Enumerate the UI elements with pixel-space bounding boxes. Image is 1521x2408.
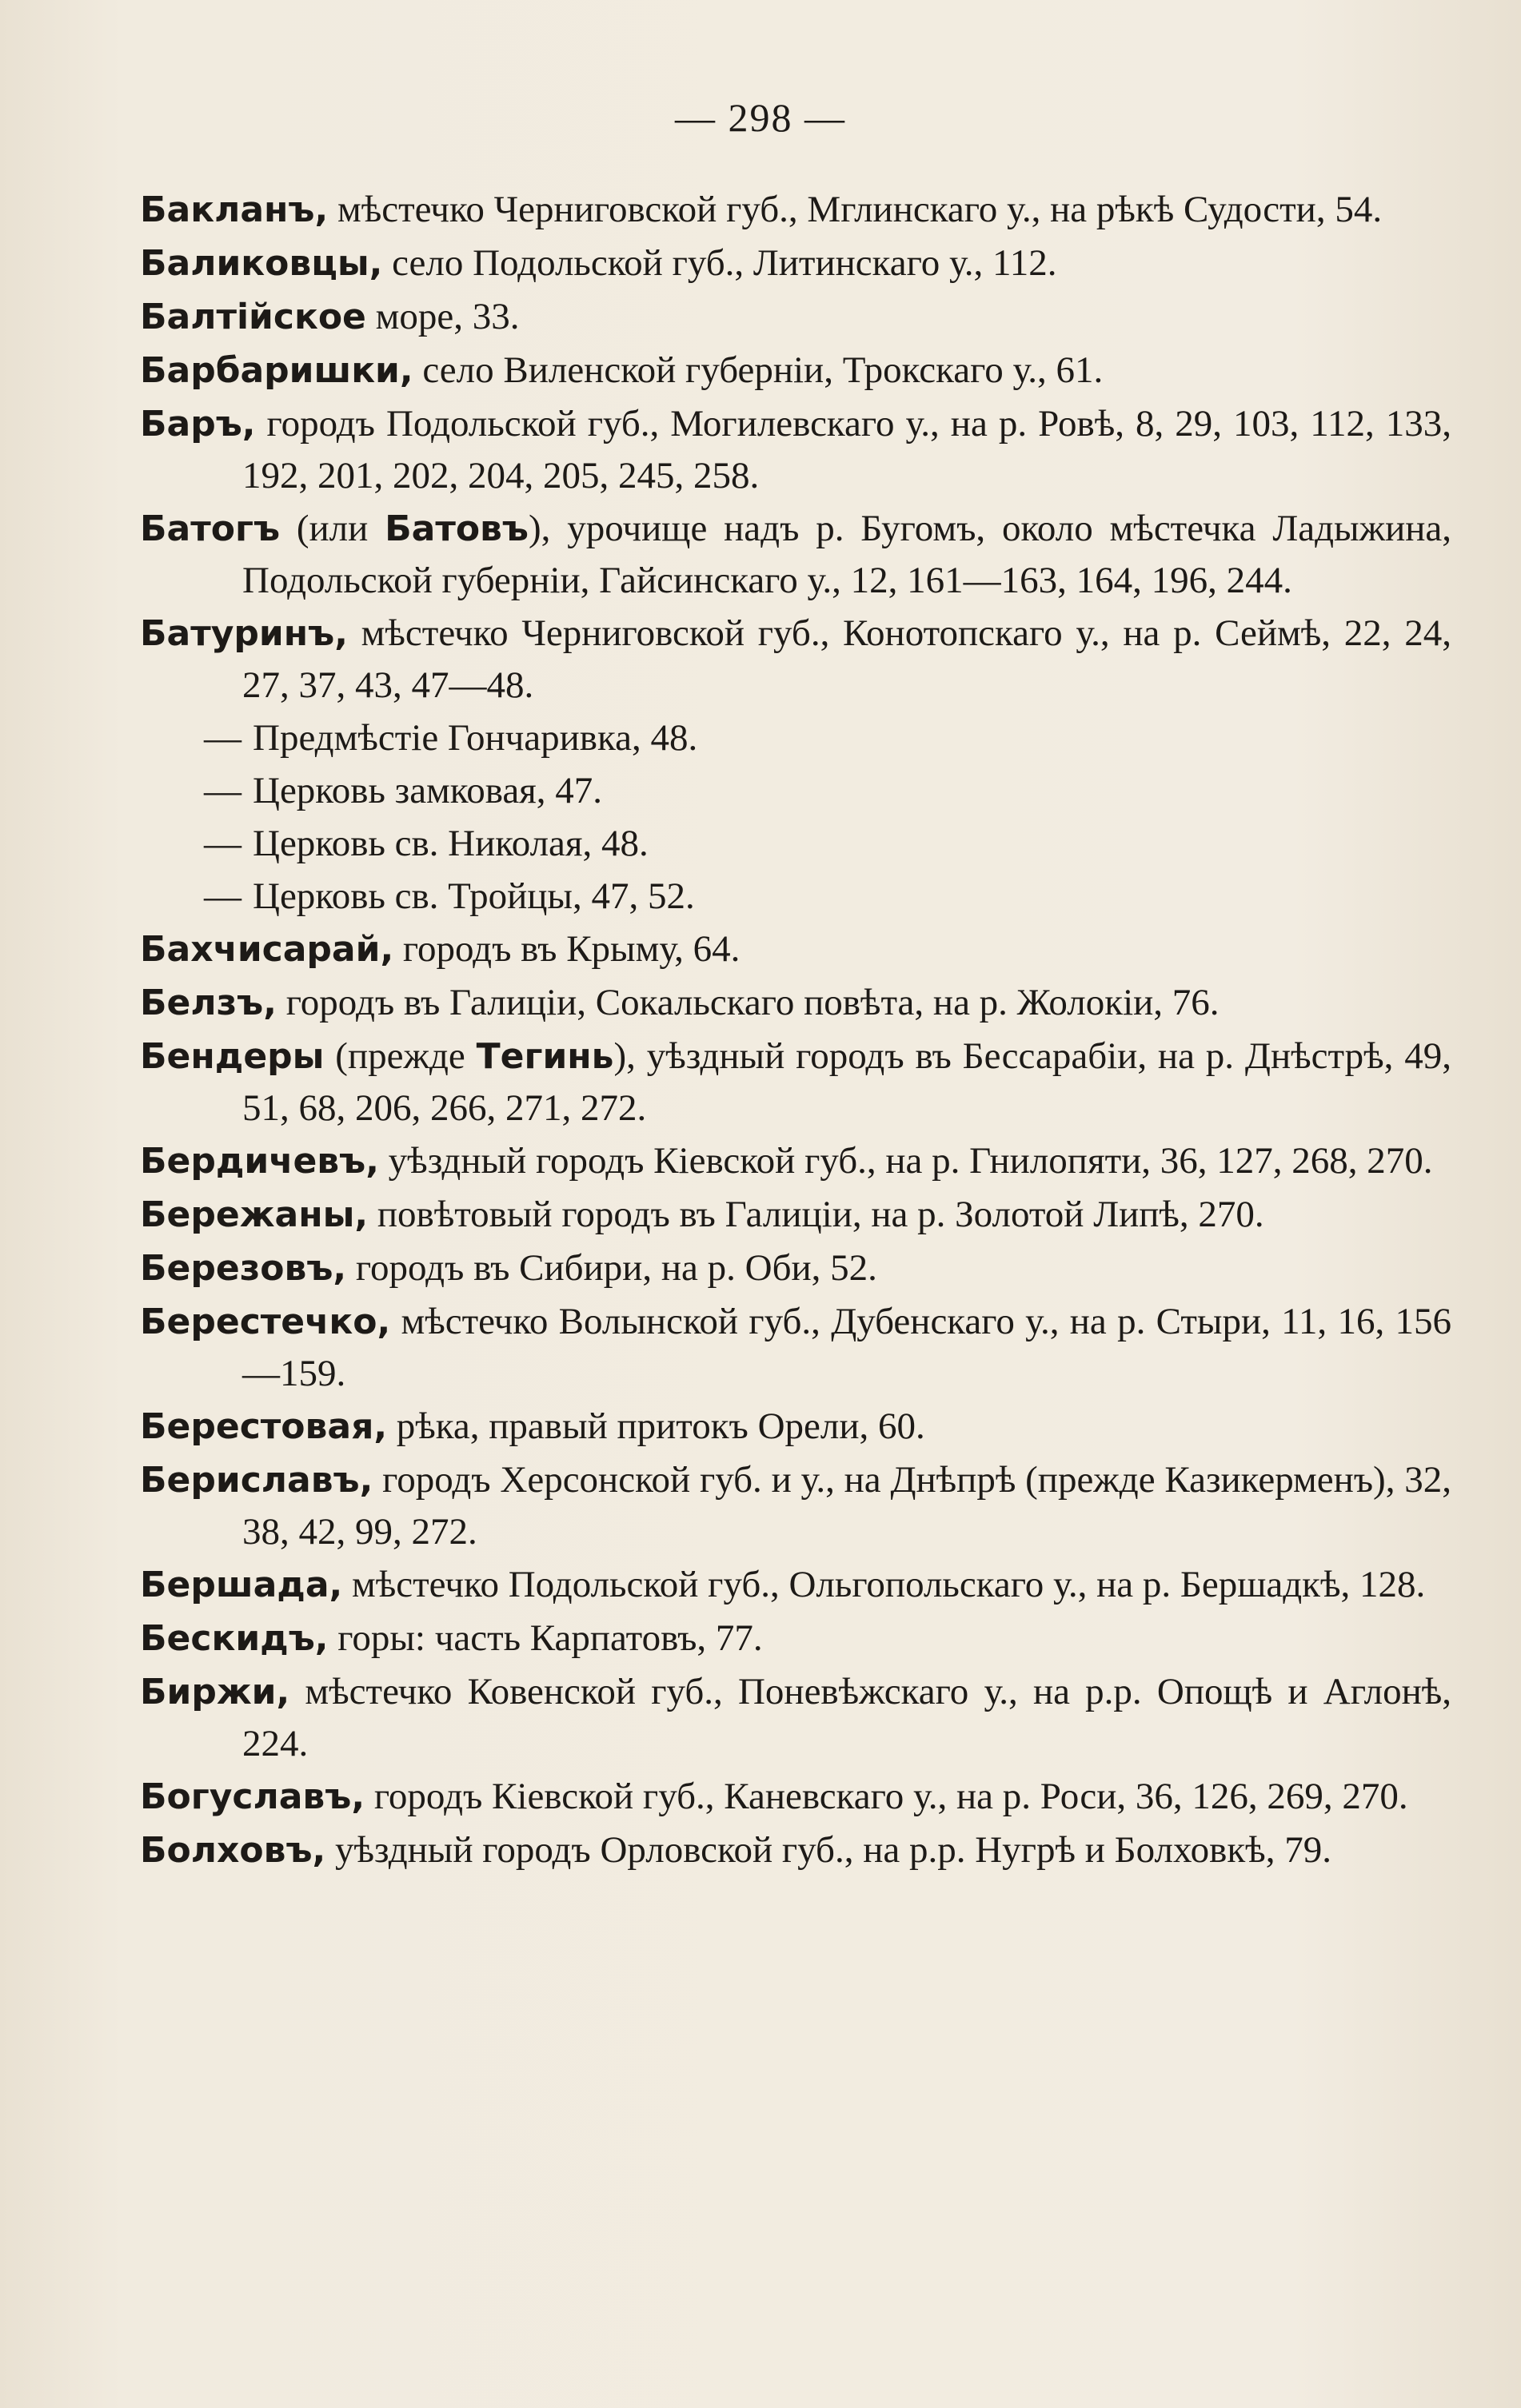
entry-text: мѣстечко Черниговской губ., Мглинскаго у., на рѣкѣ Судости, 54.: [328, 189, 1383, 230]
entry-headword: Биржи,: [140, 1672, 290, 1712]
subentry-dash: —: [204, 823, 242, 864]
entry-headword: Бериславъ,: [140, 1460, 373, 1501]
entry-headword: Баръ,: [140, 404, 256, 445]
entry-headword: Барбаришки,: [140, 350, 413, 391]
subentry-text: Церковь св. Николая, 48.: [253, 823, 649, 864]
index-entries: [140, 184, 1451, 1878]
subentry-text: Церковь замковая, 47.: [253, 770, 603, 811]
index-subentry: [140, 818, 1451, 869]
index-entry: [140, 503, 1451, 606]
entry-headword: Березовъ,: [140, 1248, 347, 1289]
entry-text: городъ въ Сибири, на р. Оби, 52.: [346, 1247, 877, 1289]
page-number: — 298 —: [675, 95, 846, 140]
entry-text: село Виленской губерніи, Трокскаго у., 61.: [413, 349, 1104, 391]
index-entry: [140, 1666, 1451, 1769]
index-subentry: [140, 712, 1451, 763]
entry-text: мѣстечко Волынской губ., Дубенскаго у., на р. Стыри, 11, 16, 156—159.: [242, 1301, 1451, 1394]
entry-text: городъ Подольской губ., Могилевскаго у., на р. Ровѣ, 8, 29, 103, 112, 133, 192, 201, 202, 204, 205, 245, 258.: [242, 403, 1451, 496]
entry-text: мѣстечко Черниговской губ., Конотопскаго у., на р. Сеймѣ, 22, 24, 27, 37, 43, 47—48.: [242, 612, 1451, 706]
subentry-text: Церковь св. Тройцы, 47, 52.: [253, 875, 695, 917]
index-entry: [140, 184, 1451, 236]
index-entry: [140, 1189, 1451, 1241]
index-entry: [140, 608, 1451, 711]
index-entry: [140, 1613, 1451, 1664]
entry-text: мѣстечко Подольской губ., Ольгопольскаго у., на р. Бершадкѣ, 128.: [342, 1564, 1426, 1605]
entry-headword: Бакланъ,: [140, 189, 329, 230]
index-entry: [140, 1242, 1451, 1294]
index-entry: [140, 1031, 1451, 1134]
entry-headword: Бершада,: [140, 1565, 343, 1605]
entry-headword: Болховъ,: [140, 1830, 326, 1871]
entry-text: село Подольской губ., Литинскаго у., 112.: [382, 242, 1057, 284]
entry-text: мѣстечко Ковенской губ., Поневѣжскаго у., на р.р. Опощѣ и Аглонѣ, 224.: [242, 1671, 1451, 1764]
entry-headword: Бендеры: [140, 1036, 325, 1077]
entry-text: горы: часть Карпатовъ, 77.: [328, 1617, 763, 1659]
index-entry: [140, 398, 1451, 501]
entry-headword: Белзъ,: [140, 983, 277, 1023]
index-entry: [140, 977, 1451, 1029]
index-entry: [140, 923, 1451, 975]
index-subentry: [140, 871, 1451, 922]
entry-headword: Батуринъ,: [140, 613, 348, 654]
entry-text: (прежде: [324, 1035, 477, 1077]
entry-text: (или: [280, 508, 385, 549]
entry-headword: Батогъ: [140, 508, 281, 549]
entry-headword: Берестовая,: [140, 1406, 388, 1447]
entry-text: повѣтовый городъ въ Галиціи, на р. Золотой Липѣ, 270.: [368, 1194, 1264, 1235]
index-entry: [140, 1824, 1451, 1876]
entry-alt-headword: Тегинь: [476, 1036, 614, 1077]
index-entry: [140, 237, 1451, 289]
index-entry: [140, 1401, 1451, 1453]
entry-headword: Берестечко,: [140, 1302, 391, 1342]
entry-text: рѣка, правый притокъ Орели, 60.: [387, 1405, 925, 1447]
entry-text: городъ Херсонской губ. и у., на Днѣпрѣ (прежде Казикерменъ), 32, 38, 42, 99, 272.: [242, 1459, 1451, 1553]
index-entry: [140, 345, 1451, 397]
entry-text-continued: ), урочище надъ р. Бугомъ, около мѣстечка Ладыжина, Подольской губерніи, Гайсинскаго у., 12, 161—163, 164, 196, 244.: [242, 508, 1451, 601]
entry-text: городъ Кіевской губ., Каневскаго у., на р. Роси, 36, 126, 269, 270.: [365, 1776, 1408, 1817]
index-entry: [140, 291, 1451, 343]
entry-headword: Бахчисарай,: [140, 929, 394, 970]
entry-text: море, 33.: [365, 296, 520, 337]
entry-text: уѣздный городъ Орловской губ., на р.р. Нугрѣ и Болховкѣ, 79.: [325, 1829, 1331, 1871]
index-subentry: [140, 765, 1451, 816]
subentry-dash: —: [204, 770, 242, 811]
entry-alt-headword: Батовъ: [385, 508, 529, 549]
entry-headword: Бережаны,: [140, 1194, 369, 1235]
index-entry: [140, 1135, 1451, 1187]
entry-text-continued: ), уѣздный городъ въ Бессарабіи, на р. Днѣстрѣ, 49, 51, 68, 206, 266, 271, 272.: [242, 1035, 1451, 1129]
entry-text: городъ въ Крыму, 64.: [393, 928, 741, 970]
entry-headword: Баликовцы,: [140, 243, 383, 284]
entry-headword: Бескидъ,: [140, 1618, 329, 1659]
entry-headword: Бердичевъ,: [140, 1141, 379, 1182]
entry-headword: Богуславъ,: [140, 1776, 365, 1817]
index-entry: [140, 1296, 1451, 1399]
subentry-dash: —: [204, 717, 242, 759]
subentry-dash: —: [204, 875, 242, 917]
index-entry: [140, 1454, 1451, 1557]
entry-text: уѣздный городъ Кіевской губ., на р. Гнилопяти, 36, 127, 268, 270.: [378, 1140, 1433, 1182]
index-entry: [140, 1771, 1451, 1823]
index-entry: [140, 1559, 1451, 1611]
entry-text: городъ въ Галиціи, Сокальскаго повѣта, на р. Жолокіи, 76.: [276, 982, 1220, 1023]
subentry-text: Предмѣстіе Гончаривка, 48.: [253, 717, 698, 759]
entry-headword: Балтійское: [140, 297, 366, 337]
